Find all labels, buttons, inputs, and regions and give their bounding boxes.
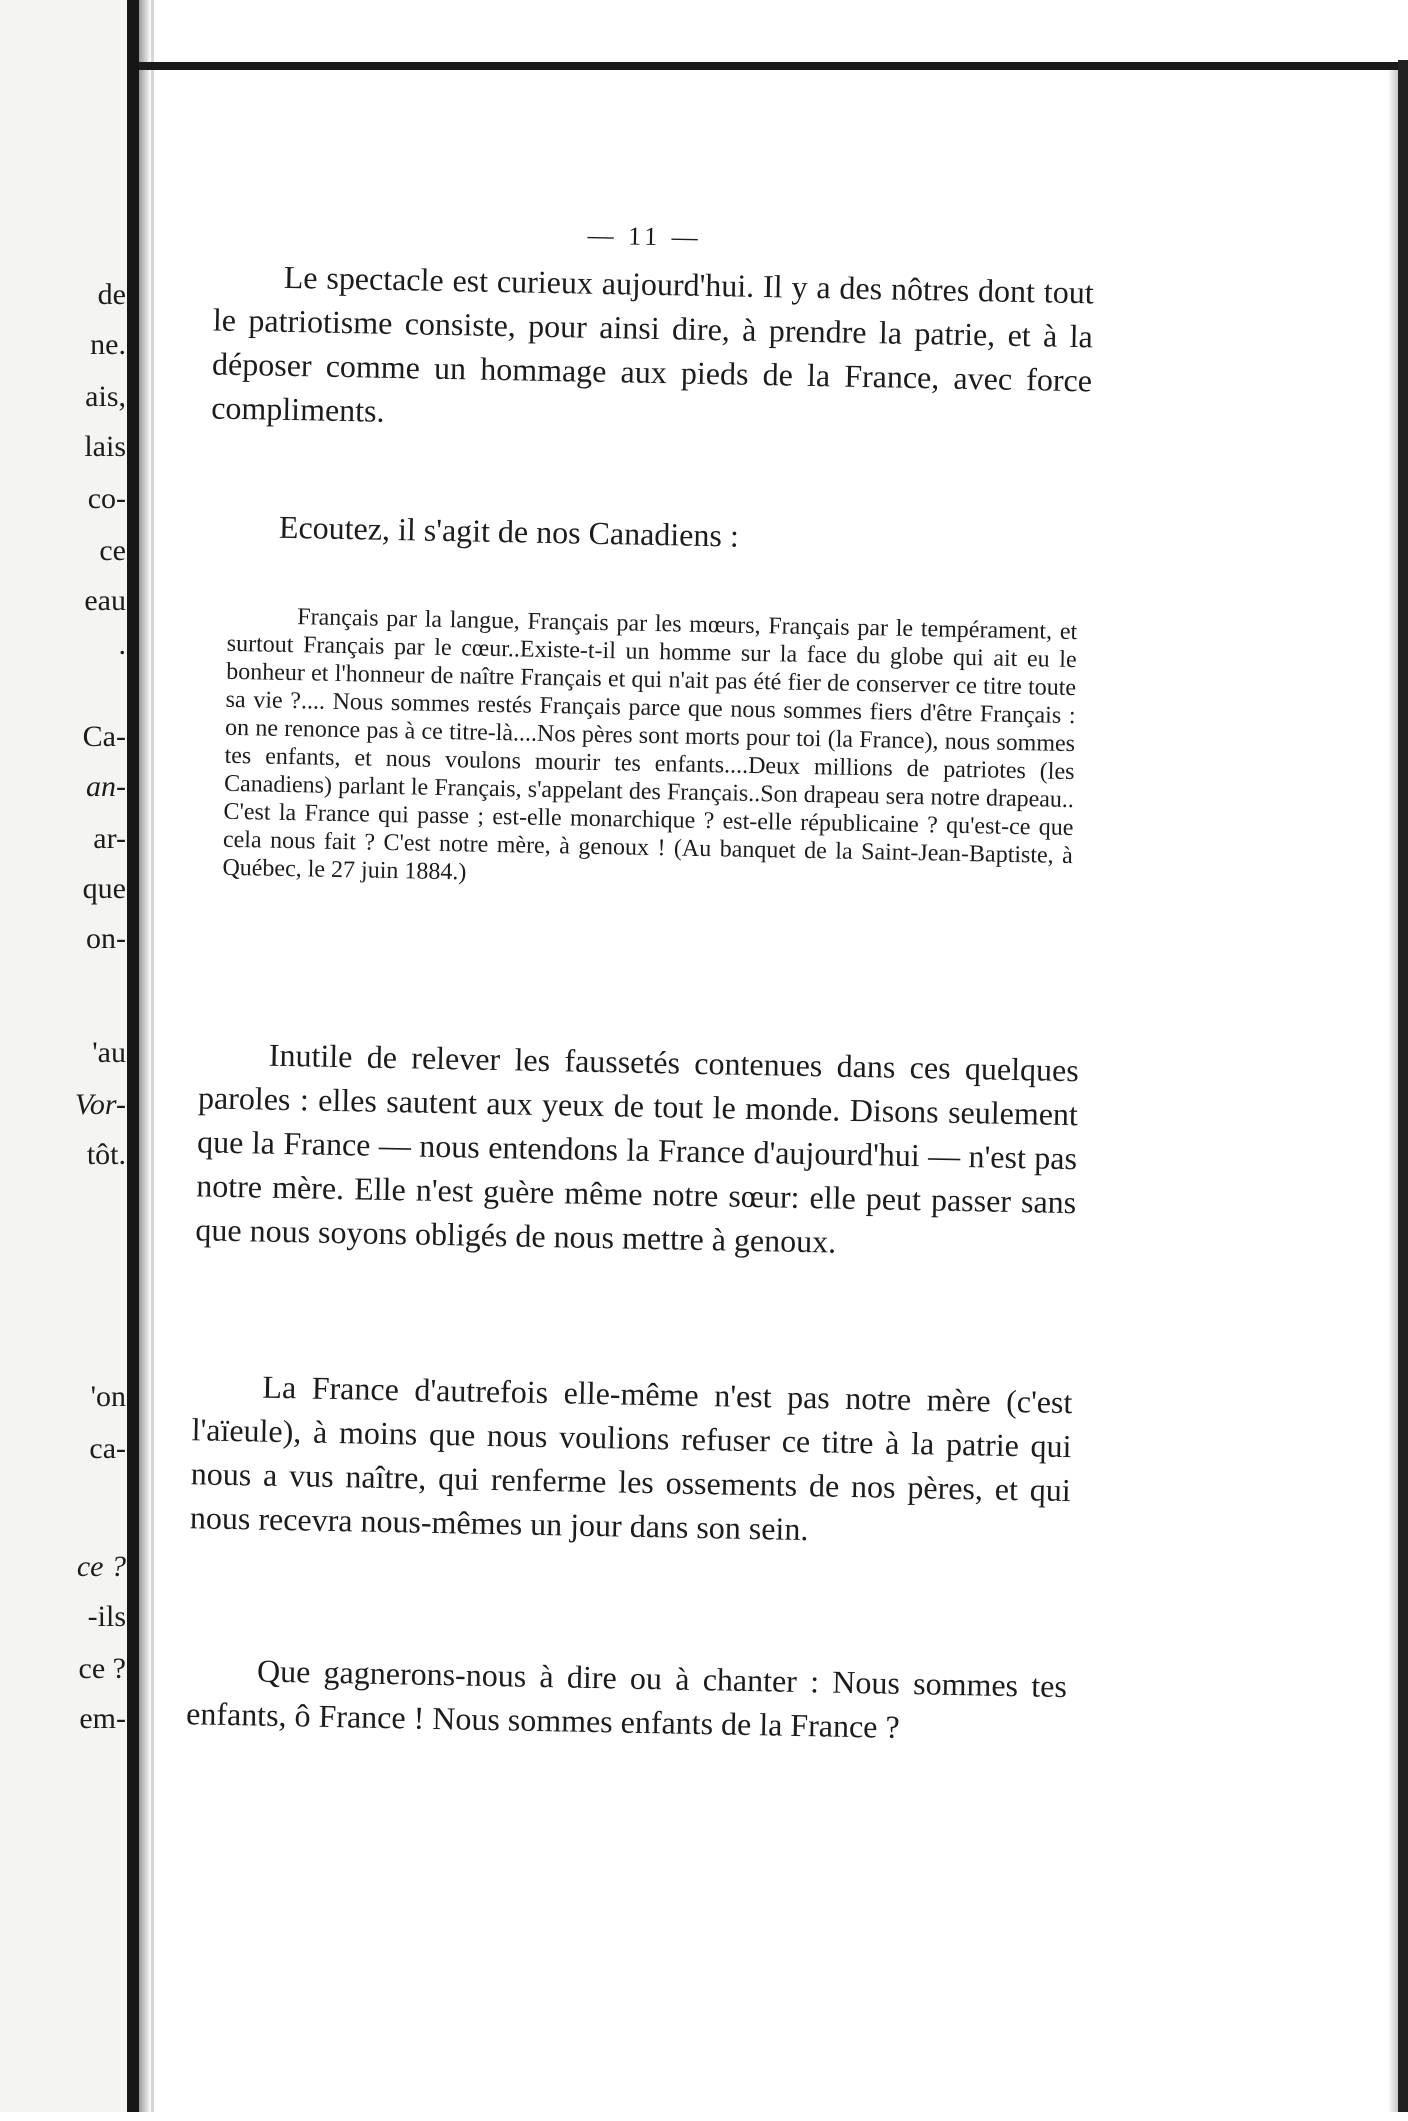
left-fragment: em- [79,1702,126,1735]
left-fragment: Vor- [74,1088,126,1121]
page-number: — 11 — [587,220,702,252]
left-fragment: ce ? [78,1652,126,1685]
left-facing-page [0,0,132,2112]
left-fragment: an- [86,770,126,803]
paragraph-france-autrefois: La France d'autrefois elle-même n'est pas notre mère (c'est l'aïeule), à moins que nous voulions refuser ce titre à la patrie qui nous a vus naître, qui renferme les ossements de nos pères, et qui nous recevra nous-mêmes un jour dans son sein. [189,1368,1073,1548]
left-fragment: ce [99,534,126,567]
left-fragment: 'au [92,1036,126,1069]
right-page [159,0,1139,2121]
binding-gutter [127,0,139,2112]
left-fragment: . [118,628,126,661]
left-fragment: eau [84,584,126,617]
left-fragment: de [97,278,126,311]
paragraph-spectacle: Le spectacle est curieux aujourd'hui. Il y a des nôtres dont tout le patriotisme consiste, pour ainsi dire, à prendre la patrie, et à la déposer comme un hommage aux pieds de la France, avec force compliments. [210,258,1095,429]
left-fragment: 'on [90,1380,126,1413]
left-fragment: -ils [87,1600,126,1633]
left-fragment: co- [87,482,126,515]
left-fragment: ais, [85,380,126,413]
page-edge [151,0,154,2112]
paragraph-gagnerons: Que gagnerons-nous à dire ou à chanter : Nous sommes tes enfants, ô France ! Nous sommes enfants de la France ? [185,1652,1068,1745]
right-page-border [1398,60,1408,2112]
left-fragment: lais [84,430,126,463]
right-edge-shadow [1388,70,1398,2112]
left-fragment: ar- [93,822,126,855]
left-fragment: tôt. [86,1138,126,1171]
paragraph-inutile: Inutile de relever les faussetés contenues dans ces quelques paroles : elles sautent aux yeux de tout le monde. Disons seulement que la France — nous entendons la France d'aujourd'hui — n'est pas notre mère. Elle n'est guère même notre sœur: elle peut passer sans que nous soyons obligés de nous mettre à genoux. [195,1036,1080,1260]
left-fragment: ce ? [76,1550,126,1583]
left-fragment: que [82,872,126,905]
left-fragment: ne. [90,328,126,361]
left-fragment: on- [86,922,126,955]
quotation-block: Français par la langue, Français par les mœurs, Français par le tempérament, et surtout Français par le cœur..Existe-t-il un homme sur la face du globe qui ait eu le bonheur et l'honneur de naître Français et qui n'ait pas été fier de conserver ce titre toute sa vie ?.... Nous sommes restés Français parce que nous sommes fiers d'être Français : on ne renonce pas à ce titre-là....Nos pères sont morts pour toi (la France), nous sommes tes enfants, et nous voulons mourir tes enfants....Deux millions de patriotes (les Canadiens) parlant le Français, s'appelant des Français..Son drapeau sera notre drapeau.. C'est la France qui passe ; est-elle monarchique ? est-elle républicaine ? qu'est-ce que cela nous fait ? C'est notre mère, à genoux ! (Au banquet de la Saint-Jean-Baptiste, à Québec, le 27 juin 1884.) [222,604,1078,886]
left-fragment: Ca- [82,720,126,753]
paragraph-ecoutez: Ecoutez, il s'agit de nos Canadiens : [278,508,740,554]
left-fragment: ca- [89,1432,126,1465]
gutter-shadow [139,0,151,2112]
